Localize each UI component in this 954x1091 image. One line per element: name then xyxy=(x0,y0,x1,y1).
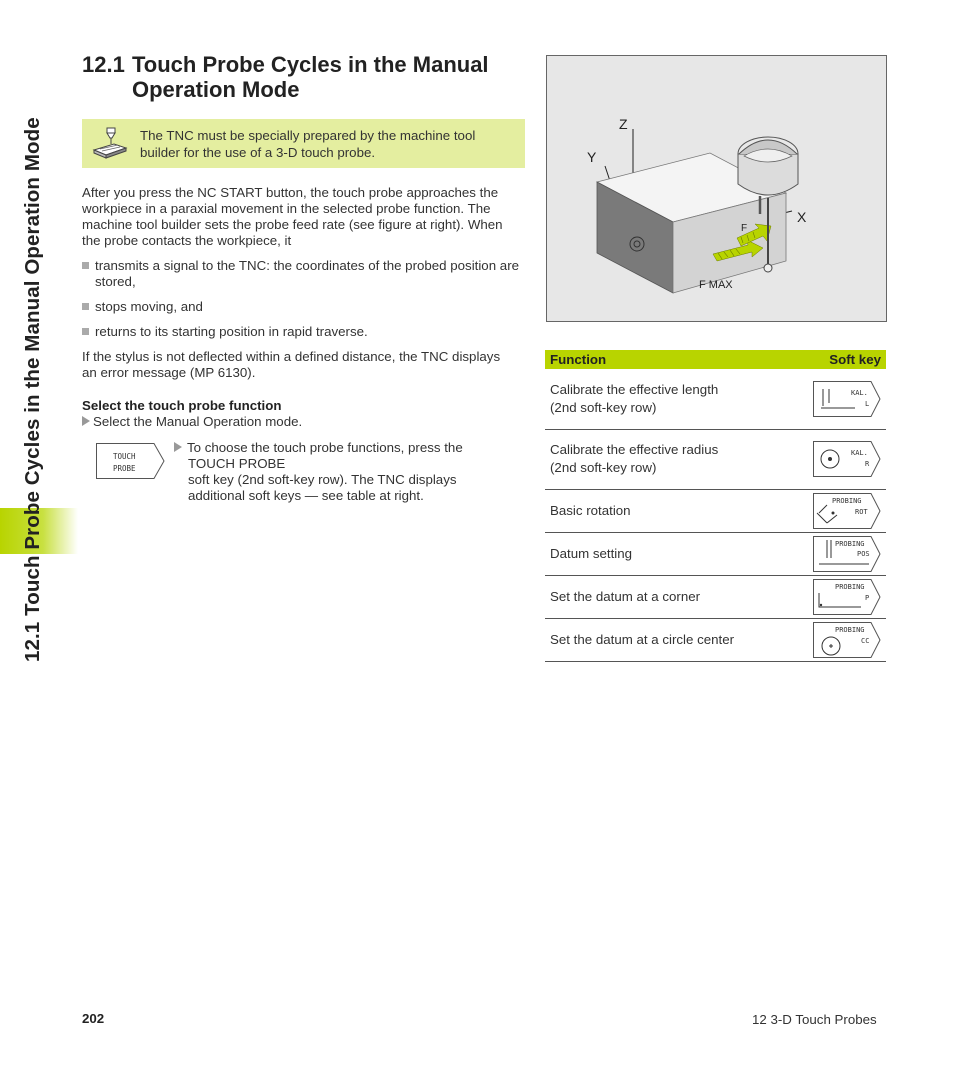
table-row xyxy=(545,575,886,618)
z-axis-label: Z xyxy=(619,116,628,132)
softkey-cell xyxy=(805,575,886,618)
calibrate-length-softkey[interactable] xyxy=(813,381,881,417)
step-text: additional soft keys — see table at right. xyxy=(188,488,424,503)
function-label: Calibrate the effective length xyxy=(550,381,719,397)
datum-setting-softkey[interactable] xyxy=(813,536,881,572)
bullet-icon xyxy=(82,303,89,310)
softkey-cell xyxy=(805,429,886,489)
function-cell xyxy=(545,489,805,532)
softkey-label: PROBE xyxy=(113,464,136,473)
touch-probe-softkey[interactable] xyxy=(96,443,166,479)
fmax-label: F MAX xyxy=(699,279,733,291)
function-cell xyxy=(545,429,805,489)
note-text: The TNC must be specially prepared by the machine tool builder for the use of a 3-D touch probe. xyxy=(140,128,476,160)
softkey-cell xyxy=(805,369,886,429)
y-axis-label: Y xyxy=(587,149,597,165)
chapter-footer: 12 3-D Touch Probes xyxy=(752,1012,877,1027)
heading-line1: Touch Probe Cycles in the Manual xyxy=(132,52,489,77)
heading-number: 12.1 xyxy=(82,52,125,77)
function-label: Basic rotation xyxy=(550,502,631,518)
corner-datum-softkey[interactable] xyxy=(813,579,881,615)
softkey-column-header: Soft key xyxy=(805,350,886,369)
page-number: 202 xyxy=(82,1011,105,1026)
page-heading xyxy=(82,52,489,102)
table-row xyxy=(545,618,886,661)
step-text: To choose the touch probe functions, press the xyxy=(187,440,463,455)
softkey-label: PROBING xyxy=(835,582,865,591)
softkey-label: CC xyxy=(861,636,870,645)
list-item-text: returns to its starting position in rapid traverse. xyxy=(95,324,368,339)
table-row xyxy=(545,369,886,429)
softkey-label: PROBING xyxy=(835,625,865,634)
machine-tool-icon xyxy=(92,126,128,160)
function-label: Set the datum at a corner xyxy=(550,588,701,604)
list-item-text: stops moving, and xyxy=(95,299,203,314)
table-row xyxy=(545,489,886,532)
circle-center-softkey[interactable] xyxy=(813,622,881,658)
function-cell xyxy=(545,618,805,661)
function-sublabel: (2nd soft-key row) xyxy=(550,460,657,475)
softkey-label: P xyxy=(865,593,870,602)
softkey-label: TOUCH xyxy=(113,452,136,461)
table-header-row xyxy=(545,350,886,369)
bullet-icon xyxy=(82,328,89,335)
heading-line2: Operation Mode xyxy=(132,77,300,102)
intro-paragraph: After you press the NC START button, the touch probe approaches the workpiece in a paraxial movement in the selected probe function. The machine tool builder sets the probe feed rate (see figure at right). When the probe contacts the workpiece, it xyxy=(82,185,503,248)
function-cell xyxy=(545,369,805,429)
function-label: Set the datum at a circle center xyxy=(550,631,735,647)
arrow-icon xyxy=(82,416,90,426)
function-cell xyxy=(545,532,805,575)
softkey-label: R xyxy=(865,460,870,468)
list-item xyxy=(82,299,522,315)
list-item xyxy=(82,324,522,340)
side-title: 12.1 Touch Probe Cycles in the Manual Operation Mode xyxy=(21,117,44,662)
select-heading: Select the touch probe function xyxy=(82,398,282,413)
function-table xyxy=(545,350,886,662)
probe-figure xyxy=(546,55,887,322)
list-item-text: transmits a signal to the TNC: the coordinates of the probed position are stored, xyxy=(95,258,520,289)
softkey-cell xyxy=(805,489,886,532)
softkey-label: ROT xyxy=(855,507,868,516)
softkey-label: POS xyxy=(857,549,870,558)
softkey-cell xyxy=(805,532,886,575)
bullet-icon xyxy=(82,262,89,269)
feed-label: F xyxy=(741,223,748,234)
function-sublabel: (2nd soft-key row) xyxy=(550,399,657,415)
step-touch-probe xyxy=(174,440,504,504)
list-item xyxy=(82,258,522,290)
arrow-icon xyxy=(174,442,182,452)
function-label: Datum setting xyxy=(550,545,633,561)
probe-illustration xyxy=(547,56,886,321)
softkey-label: KAL. xyxy=(851,449,868,457)
softkey-label: PROBING xyxy=(835,539,865,548)
step-text: TOUCH PROBE xyxy=(188,456,286,471)
machine-note xyxy=(82,119,525,168)
softkey-label: L xyxy=(865,399,870,408)
step-text: Select the Manual Operation mode. xyxy=(93,414,303,429)
table-row xyxy=(545,532,886,575)
step-text: soft key (2nd soft-key row). The TNC displays xyxy=(188,472,457,487)
table-row xyxy=(545,429,886,489)
softkey-label: KAL. xyxy=(851,388,868,397)
error-paragraph: If the stylus is not deflected within a defined distance, the TNC displays an error message (MP 6130). xyxy=(82,349,501,380)
x-axis-label: X xyxy=(797,209,807,225)
function-cell xyxy=(545,575,805,618)
softkey-cell xyxy=(805,618,886,661)
step-manual-mode xyxy=(82,414,302,430)
calibrate-radius-softkey[interactable] xyxy=(813,441,881,477)
softkey-label: PROBING xyxy=(832,496,862,505)
function-label: Calibrate the effective radius xyxy=(550,442,719,457)
function-column-header: Function xyxy=(545,350,805,369)
basic-rotation-softkey[interactable] xyxy=(813,493,881,529)
